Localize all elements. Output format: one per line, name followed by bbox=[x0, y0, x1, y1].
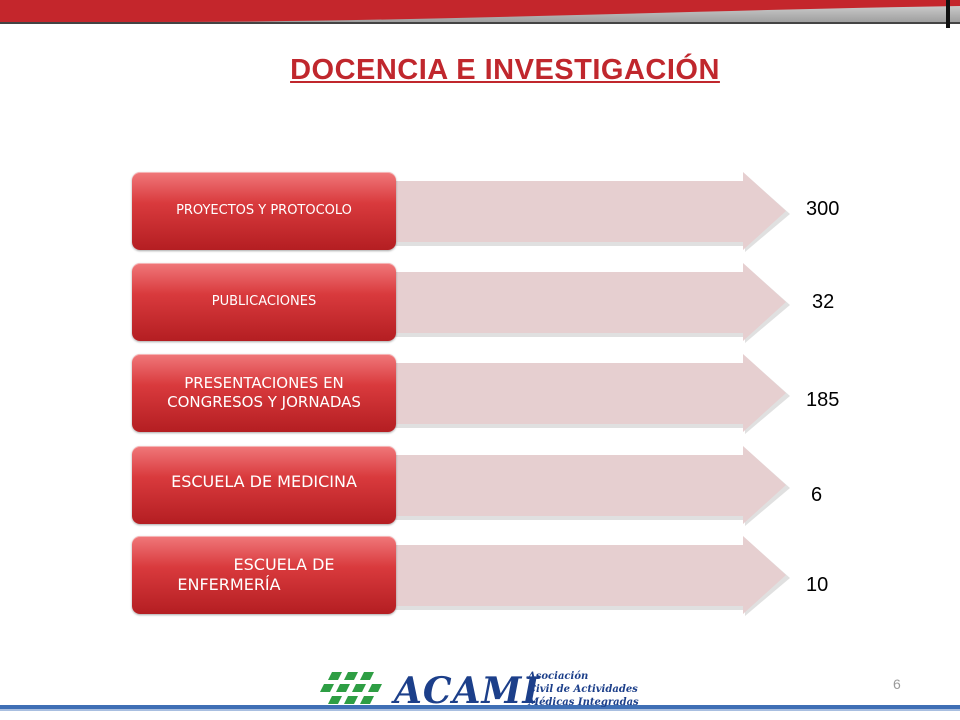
acami-logo bbox=[318, 666, 648, 716]
item-label-button[interactable] bbox=[132, 354, 396, 432]
item-label-button[interactable] bbox=[132, 536, 396, 614]
checker-logo-icon bbox=[318, 670, 392, 712]
item-value: 6 bbox=[811, 484, 823, 506]
item-label-button[interactable] bbox=[132, 172, 396, 250]
logo-line2: Civil de Actividades bbox=[528, 684, 638, 695]
list-item bbox=[0, 352, 960, 436]
top-banner bbox=[0, 0, 960, 28]
item-label-line1: ESCUELA DE bbox=[233, 555, 335, 574]
item-label-line2: ENFERMERÍA bbox=[177, 575, 281, 594]
item-label-line1: PRESENTACIONES EN bbox=[184, 374, 344, 393]
item-value: 300 bbox=[806, 198, 840, 220]
item-value: 10 bbox=[806, 574, 829, 596]
item-label-button[interactable] bbox=[132, 446, 396, 524]
item-value: 32 bbox=[812, 291, 835, 313]
item-label: PROYECTOS Y PROTOCOLO bbox=[176, 202, 352, 218]
item-label-line2: CONGRESOS Y JORNADAS bbox=[167, 393, 361, 411]
page-number: 6 bbox=[893, 676, 901, 692]
list-item bbox=[0, 534, 960, 618]
logo-brand: ACAMI bbox=[394, 670, 541, 712]
logo-line1: Asociación bbox=[528, 671, 589, 682]
item-label: PUBLICACIONES bbox=[211, 293, 317, 309]
logo-line3: Médicas Integradas bbox=[528, 697, 639, 708]
slide-title: DOCENCIA E INVESTIGACIÓN bbox=[290, 54, 720, 86]
list-item bbox=[0, 261, 960, 345]
list-item bbox=[0, 170, 960, 254]
logo-subtitle bbox=[528, 670, 639, 709]
item-label-button[interactable] bbox=[132, 263, 396, 341]
item-value: 185 bbox=[806, 389, 840, 411]
list-item bbox=[0, 444, 960, 528]
item-label: ESCUELA DE MEDICINA bbox=[171, 472, 357, 491]
